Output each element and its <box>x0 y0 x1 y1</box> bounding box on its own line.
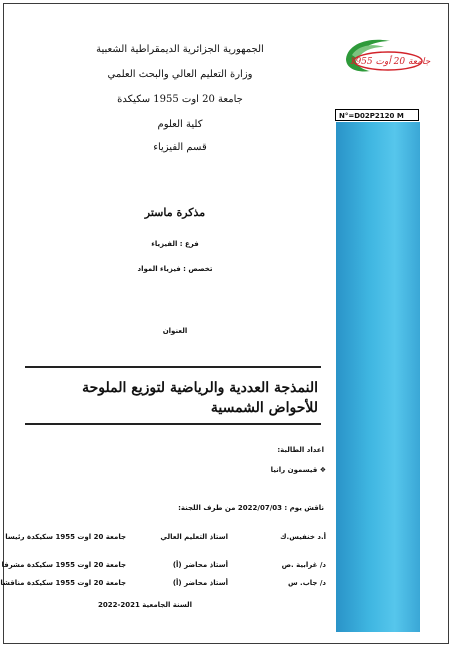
memo-type: مذكرة ماستر <box>144 206 206 219</box>
member-grade: أستاذ محاضر (أ) <box>172 561 228 569</box>
member-role: مناقشا <box>0 579 25 587</box>
committee-row <box>0 579 326 593</box>
member-name: د/ جاب. س <box>287 579 326 587</box>
bottom-rule <box>25 423 321 425</box>
student-entry <box>271 466 326 475</box>
member-role: مشرفا <box>1 561 25 569</box>
committee-row <box>1 561 326 575</box>
member-grade: استاذ التعليم العالي <box>160 533 228 541</box>
republic-line: الجمهورية الجزائرية الديمقراطية الشعبية <box>96 44 264 55</box>
student-name: قيسمون رانيا <box>270 466 318 474</box>
memo-specialty: تخصص : فيزياء المواد <box>137 265 213 273</box>
memo-title: النمذجة العددية والرياضية لتوزيع الملوحة للأحواض الشمسية <box>82 380 318 416</box>
committee-row <box>5 533 326 547</box>
member-role: رئيسا <box>5 533 25 541</box>
ministry-line: وزارة التعليم العالي والبحث العلمي <box>107 69 253 80</box>
member-university: جامعة 20 اوت 1955 سكيكدة مناقشا <box>0 579 126 587</box>
top-rule <box>25 366 321 368</box>
student-label: اعداد الطالبة: <box>277 446 324 454</box>
reference-number: N°=D02P2120 M <box>335 109 419 121</box>
member-name: أ.د خنفيس.ك <box>280 533 326 541</box>
member-university: جامعة 20 اوت 1955 سكيكدة مشرفا <box>1 561 126 569</box>
decorative-blue-bar <box>336 122 420 632</box>
academic-year: السنة الجامعية 2021-2022 <box>97 601 193 609</box>
memo-branch: فرع : الفيزياء <box>151 240 199 248</box>
title-label: العنوان <box>162 327 188 335</box>
bullet-icon: ❖ <box>319 466 326 474</box>
university-logo <box>340 33 431 77</box>
logo-text: جامعة 20 أوت 1955 <box>349 57 431 67</box>
defense-line: ناقش يوم : 2022/07/03 من طرف اللجنة: <box>178 504 324 512</box>
department-line: قسم الفيزياء <box>153 142 207 153</box>
faculty-line: كلية العلوم <box>157 119 203 130</box>
member-university: جامعة 20 اوت 1955 سكيكدة رئيسا <box>5 533 126 541</box>
member-grade: أستاذ محاضر (أ) <box>172 579 228 587</box>
member-name: د/ غرابية .ص <box>281 561 326 569</box>
university-line: جامعة 20 اوت 1955 سكيكدة <box>117 94 243 105</box>
